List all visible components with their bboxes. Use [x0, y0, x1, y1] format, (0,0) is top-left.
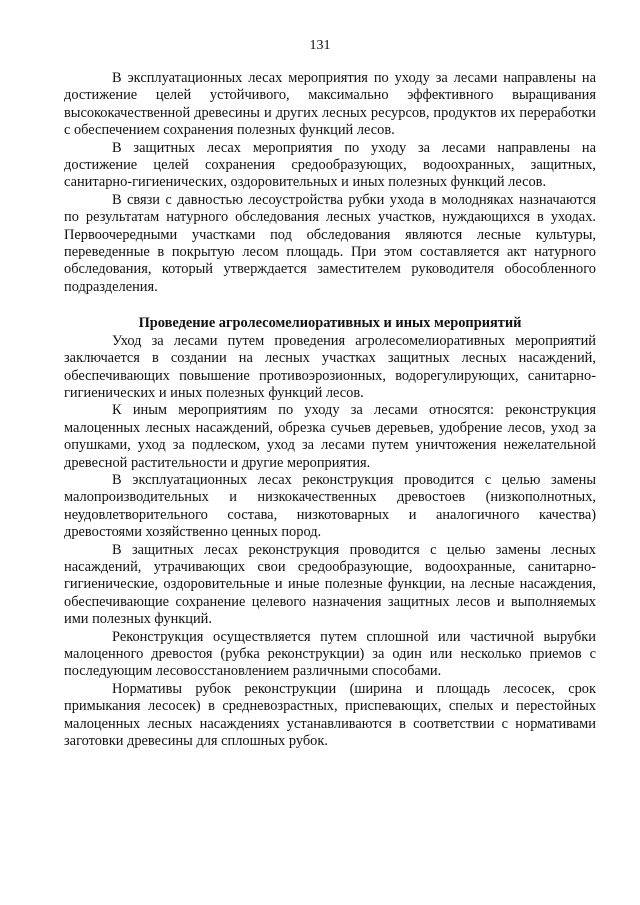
paragraph: В эксплуатационных лесах мероприятия по уходу за лесами направлены на достижение целей устойчивого, максимально эффективного выращивания высококачественной древесины и других лесных ресурсов, продуктов их переработки с обеспечением сохранения полезных функций лесов.	[64, 70, 596, 139]
paragraph: В связи с давностью лесоустройства рубки ухода в молодняках назначаются по результатам натурного обследования лесных участков, нуждающихся в уходах. Первоочередными участками под обследования являются лесные культуры, переведенные в покрытую лесом площадь. При этом составляется акт натурного обследования, который утверждается заместителем руководителя обособленного подразделения.	[64, 191, 596, 295]
paragraph: Нормативы рубок реконструкции (ширина и площадь лесосек, срок примыкания лесосек) в средневозрастных, приспевающих, спелых и перестойных малоценных лесных насаждениях устанавливаются в соответствии с нормативами заготовки древесины для сплошных рубок.	[64, 680, 596, 750]
paragraph: Реконструкция осуществляется путем сплошной или частичной вырубки малоценного древостоя (рубка реконструкции) за один или несколько приемов с последующим лесовосстановлением различными способами.	[64, 628, 596, 680]
paragraph: В защитных лесах реконструкция проводится с целью замены лесных насаждений, утрачивающих свои средообразующие, водоохранные, санитарно-гигиенические, оздоровительные и иные полезные функции, на лесные насаждения, обеспечивающие сохранение целевого назначения защитных лесов и выполняемых ими полезных функций.	[64, 541, 596, 628]
paragraph: В эксплуатационных лесах реконструкция проводится с целью замены малопроизводительных и низкокачественных древостоев (низкополнотных, неудовлетворительного состава, низкотоварных и аналогичного качества) древостоями хозяйственно ценных пород.	[64, 471, 596, 541]
paragraph: В защитных лесах мероприятия по уходу за лесами направлены на достижение целей сохранения средообразующих, водоохранных, защитных, санитарно-гигиенических, оздоровительных и иных полезных функций лесов.	[64, 139, 596, 191]
paragraph: К иным мероприятиям по уходу за лесами относятся: реконструкция малоценных лесных насаждений, обрезка сучьев деревьев, удобрение лесов, уход за опушками, уход за подлеском, уход за лесами путем уничтожения нежелательной древесной растительности и другие мероприятия.	[64, 402, 596, 471]
page-content	[64, 70, 596, 750]
paragraph: Уход за лесами путем проведения агролесомелиоративных мероприятий заключается в создании на лесных участках защитных лесных насаждений, обеспечивающих повышение противоэрозионных, водорегулирующих, санитарно-гигиенических и иных полезных функций лесов.	[64, 332, 596, 401]
section-heading: Проведение агролесомелиоративных и иных мероприятий	[138, 315, 522, 332]
page-number: 131	[309, 38, 331, 53]
